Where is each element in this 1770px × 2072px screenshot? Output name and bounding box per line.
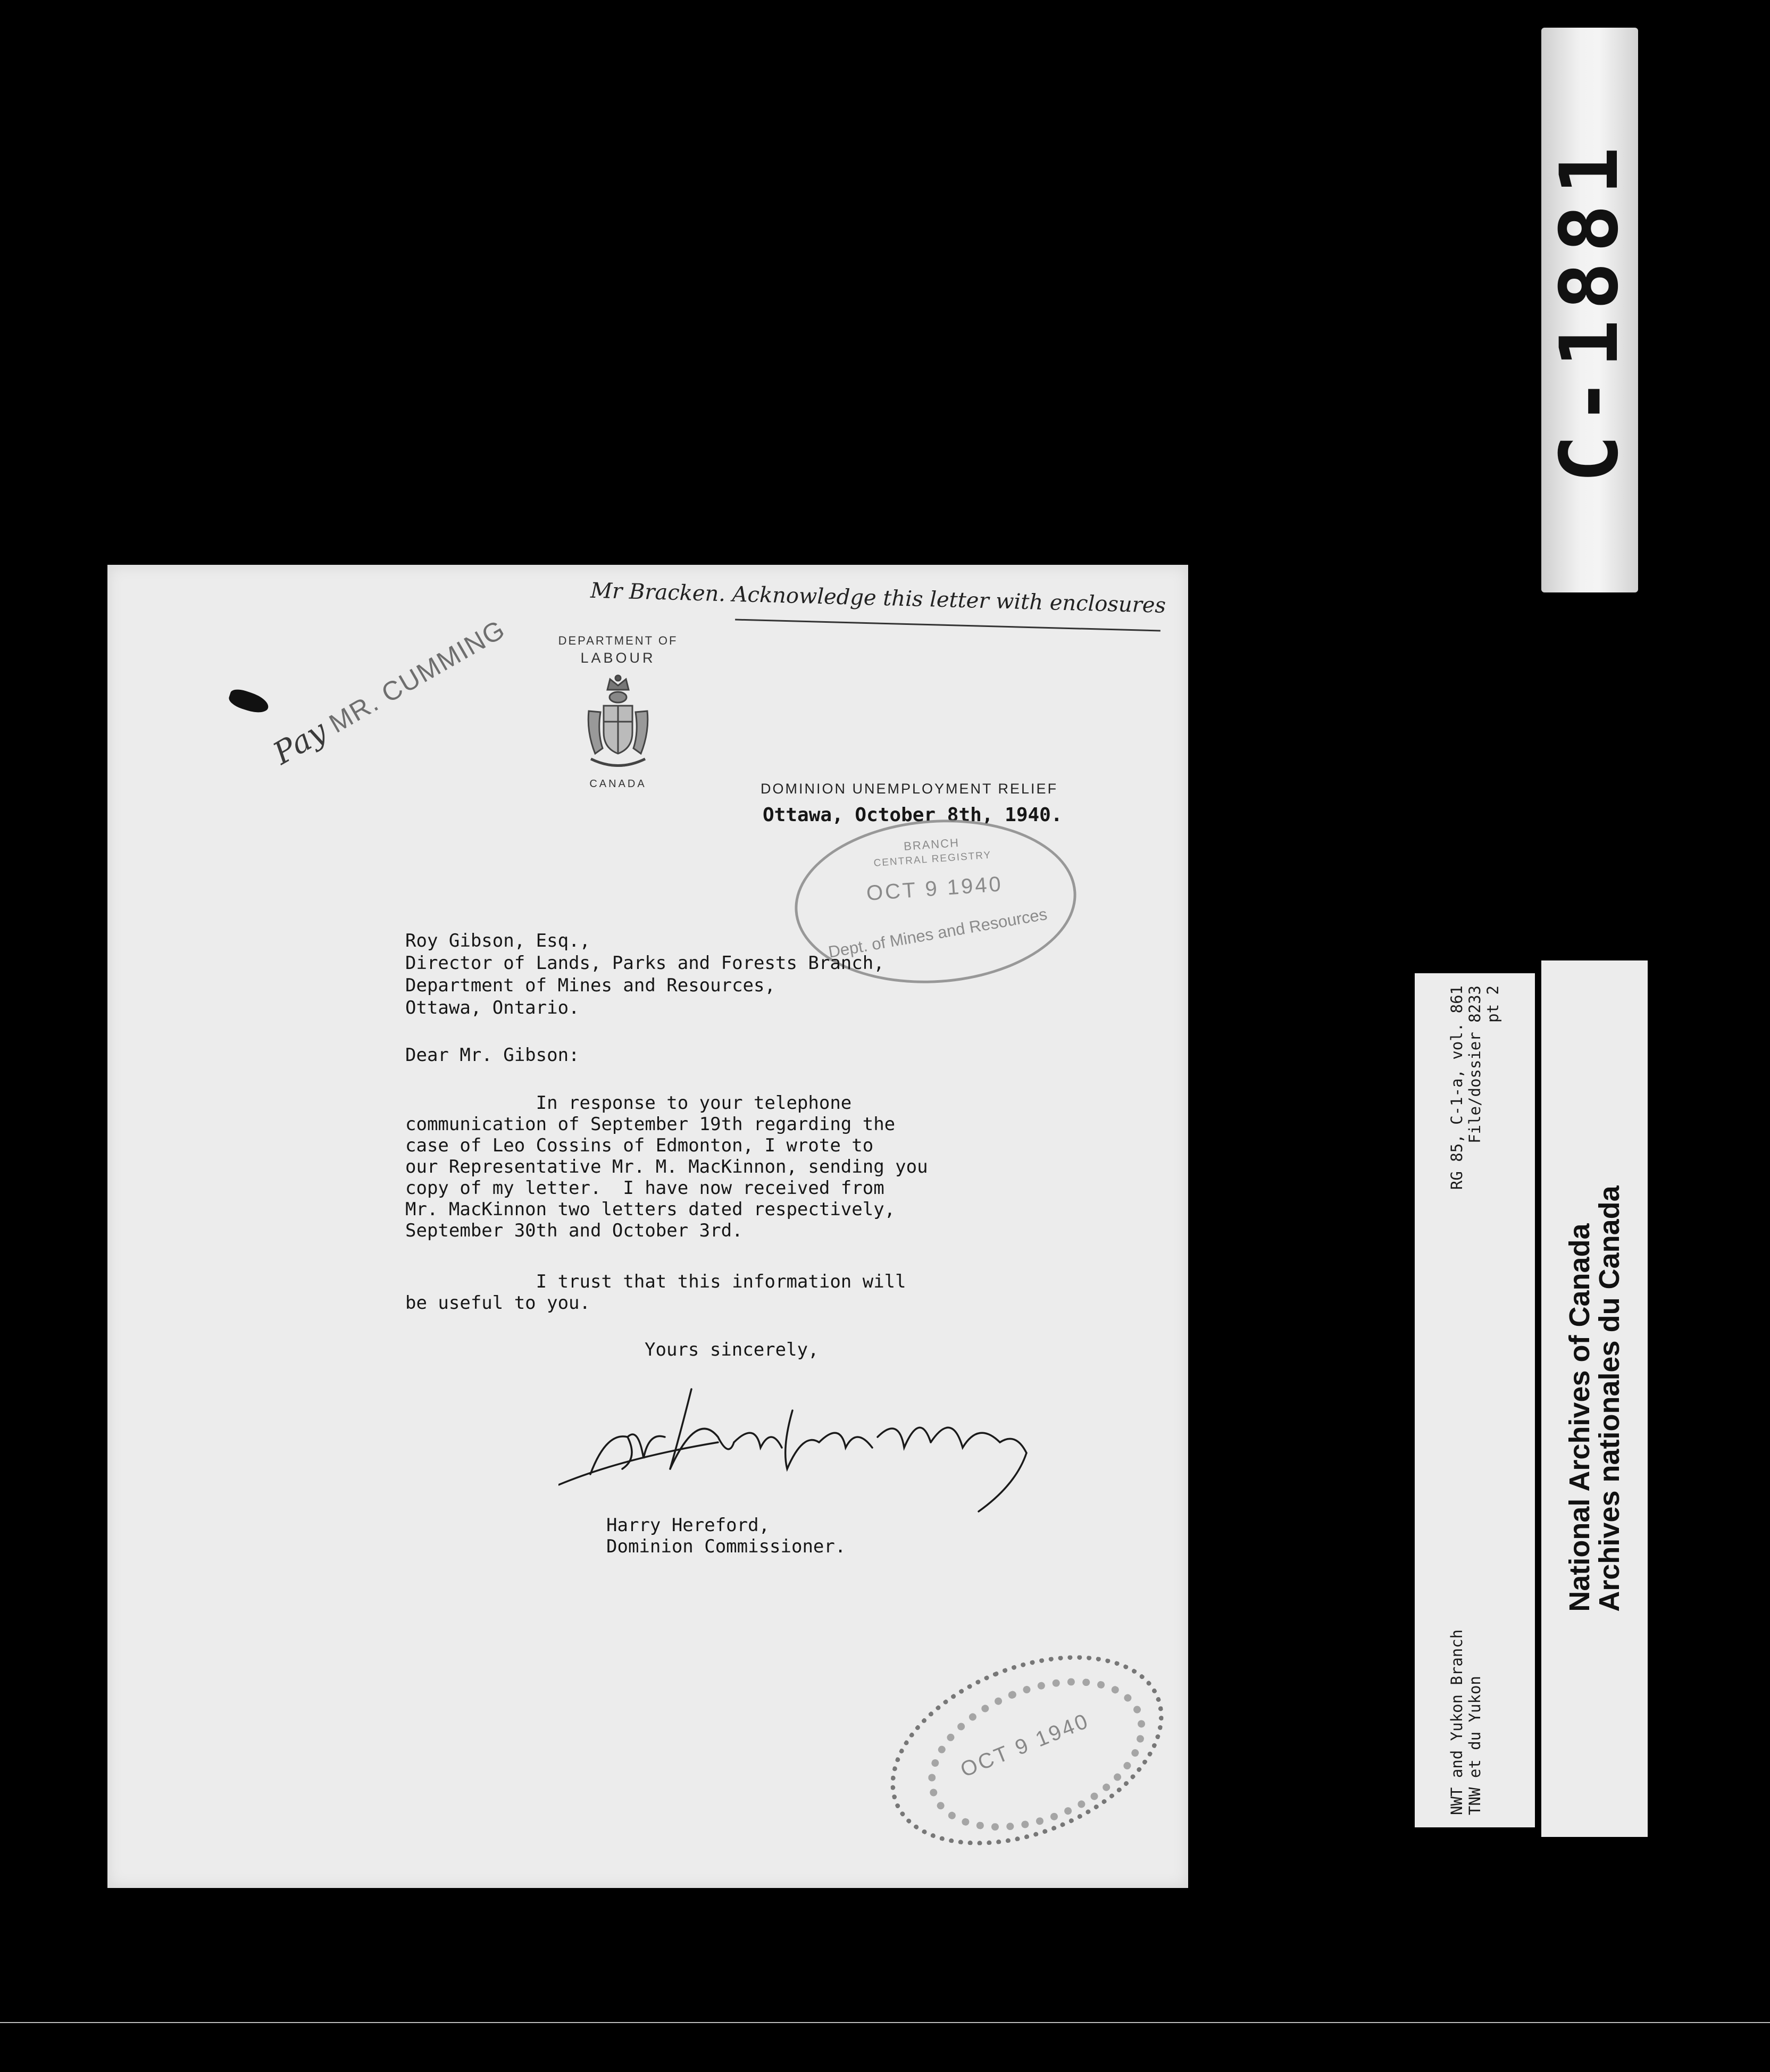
archives-name-en: National Archives of Canada <box>1564 1223 1596 1612</box>
reference-row <box>1484 985 1502 1815</box>
handwritten-signature <box>558 1378 1090 1517</box>
routing-stamp-text: MR. CUMMING <box>324 614 511 739</box>
stamp-smudge <box>906 1649 1168 1860</box>
annotation-underline <box>735 619 1160 632</box>
archive-reference-label <box>1415 973 1535 1827</box>
signer-block <box>606 1515 846 1557</box>
archives-name-fr: Archives nationales du Canada <box>1593 1185 1625 1612</box>
national-archives-label <box>1541 960 1648 1837</box>
national-archives-text <box>1565 1185 1624 1611</box>
reference-file: File/dossier 8233 <box>1466 985 1484 1143</box>
letter-page <box>107 565 1188 1888</box>
lower-received-stamp <box>863 1618 1191 1882</box>
film-edge-line <box>0 2022 1770 2023</box>
department-line-1: DEPARTMENT OF <box>558 634 678 647</box>
registry-stamp-branch: BRANCH <box>903 836 960 853</box>
routing-handwriting: Pay <box>267 713 333 772</box>
body-line: In response to your telephone <box>405 1092 852 1114</box>
salutation: Dear Mr. Gibson: <box>405 1045 580 1066</box>
letter-date: Ottawa, October 8th, 1940. <box>763 804 1063 826</box>
body-paragraph-2 <box>405 1271 906 1314</box>
body-line: communication of September 19th regarding the <box>405 1114 896 1135</box>
body-line: Mr. MacKinnon two letters dated respectively, <box>405 1199 896 1220</box>
reference-branch-fr: TNW et du Yukon <box>1466 1676 1484 1815</box>
recipient-line: Roy Gibson, Esq., <box>405 930 590 951</box>
registry-stamp-date: OCT 9 1940 <box>865 872 1004 905</box>
reference-row <box>1448 985 1466 1815</box>
reel-number-strip <box>1541 28 1638 592</box>
body-line: I trust that this information will <box>405 1271 906 1292</box>
department-country: CANADA <box>589 778 647 790</box>
coat-of-arms-icon <box>583 674 653 775</box>
registry-stamp-dept: Dept. of Mines and Resources <box>826 904 1049 962</box>
reel-number: C-1881 <box>1543 137 1636 483</box>
recipient-line: Ottawa, Ontario. <box>405 997 580 1018</box>
archive-reference-text <box>1448 985 1502 1815</box>
routing-stamp <box>267 610 511 772</box>
department-line-2: LABOUR <box>580 650 656 666</box>
registry-stamp-registry: CENTRAL REGISTRY <box>873 849 992 869</box>
body-paragraph-1 <box>405 1092 928 1241</box>
reference-row <box>1466 985 1484 1815</box>
body-line: be useful to you. <box>405 1292 590 1314</box>
body-line: copy of my letter. I have now received from <box>405 1177 884 1199</box>
body-line: our Representative Mr. M. MacKinnon, sending you <box>405 1156 928 1177</box>
relief-heading: DOMINION UNEMPLOYMENT RELIEF <box>761 781 1058 797</box>
handwritten-annotation: Mr Bracken. Acknowledge this letter with enclosures <box>590 578 1166 618</box>
body-line: September 30th and October 3rd. <box>405 1220 743 1241</box>
signer-name: Harry Hereford, <box>606 1515 770 1536</box>
recipient-line: Department of Mines and Resources, <box>405 975 775 996</box>
ink-blot <box>227 687 271 716</box>
reference-part: pt 2 <box>1484 985 1502 1023</box>
recipient-line: Director of Lands, Parks and Forests Branch, <box>405 953 884 974</box>
body-line: case of Leo Cossins of Edmonton, I wrote to <box>405 1135 874 1156</box>
recipient-address <box>405 930 884 1019</box>
reference-branch: NWT and Yukon Branch <box>1448 1629 1466 1815</box>
lower-stamp-date: OCT 9 1940 <box>957 1709 1093 1782</box>
closing: Yours sincerely, <box>645 1339 819 1360</box>
reference-volume: RG 85, C-1-a, vol. 861 <box>1448 985 1466 1190</box>
department-letterhead <box>538 634 698 790</box>
signer-title: Dominion Commissioner. <box>606 1536 846 1557</box>
